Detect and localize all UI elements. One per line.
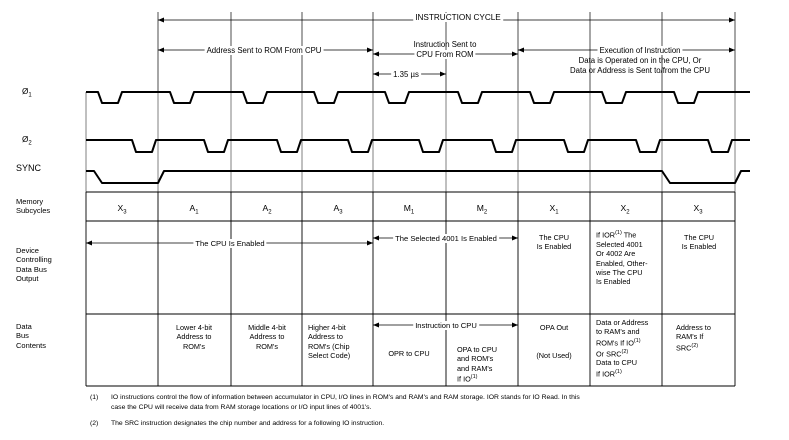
- instruction-cycle-arrow-left: [158, 18, 164, 23]
- footnote-1-text: IO instructions control the flow of information between accumulator in CPU, I/O lines in ROM's and RAM's and RAM storage. IOR stands for IO Read. In this: [111, 394, 580, 401]
- selected-4001-arrow-left: [373, 236, 379, 241]
- databus-m2-cell: OPA to CPU and ROM's and RAM's If IO$^{(1)}$: [457, 345, 498, 384]
- sync-label: SYNC: [16, 163, 42, 173]
- cpu-enabled-arrow-left: [86, 241, 92, 246]
- footnote-1-num: (1): [90, 394, 99, 401]
- execution-arrow-left: [518, 48, 524, 53]
- timing-arrow-right: [440, 72, 446, 77]
- memory-subcycles-label: Memory Subcycles: [16, 197, 51, 216]
- subcycle-a3: $A_3$: [333, 203, 343, 216]
- subcycle-x2: $X_2$: [620, 203, 630, 216]
- instruction-sent-label-1: Instruction Sent to: [413, 40, 477, 49]
- subcycle-x3-last: $X_3$: [693, 203, 703, 216]
- data-bus-contents-label: Data Bus Contents: [16, 322, 47, 350]
- address-sent-arrow-left: [158, 48, 164, 53]
- footnote-2-text: The SRC instruction designates the chip number and address for a following IO instruction.: [111, 420, 385, 427]
- phi1-label: $Ø_1$: [22, 87, 32, 99]
- instruction-to-cpu-label: Instruction to CPU: [415, 321, 477, 330]
- subcycle-m2: $M_2$: [476, 203, 488, 216]
- subcycle-m1: $M_1$: [403, 203, 415, 216]
- cpu-enabled-arrow-right: [367, 241, 373, 246]
- databus-x1-cell: OPA Out (Not Used): [536, 323, 572, 361]
- timing-label: 1.35 µs: [393, 70, 419, 79]
- databus-a2-cell: Middle 4-bit Address to ROM's: [248, 323, 286, 351]
- databus-x2-cell: Data or Address to RAM's and ROM's If IO$^{(1)}$ Or SRC$^{(2)}$ Data to CPU If IOR$^{(1)}$: [596, 318, 649, 379]
- timing-arrow-left: [373, 72, 379, 77]
- databus-a1-cell: Lower 4-bit Address to ROM's: [175, 323, 213, 351]
- databus-x3-cell: Address to RAM's If SRC$^{(2)}$: [676, 323, 711, 353]
- address-sent-arrow-right: [367, 48, 373, 53]
- execution-label-3: Data or Address is Sent to/from the CPU: [570, 66, 710, 75]
- phi2-label: $Ø_2$: [22, 135, 32, 147]
- footnote-1-text-cont: case the CPU will receive data from RAM storage locations or I/O input lines of 4001's.: [111, 404, 372, 411]
- device-x2-cell: If IOR$^{(1)}$ The Selected 4001 Or 4002 Are Enabled, Other- wise The CPU Is Enabled: [596, 230, 648, 287]
- databus-a3-cell: Higher 4-bit Address to ROM's (Chip Select Code): [308, 323, 351, 361]
- subcycle-x1: $X_1$: [549, 203, 559, 216]
- device-x3-cell: The CPU Is Enabled: [681, 233, 717, 252]
- phi1-waveform: [86, 92, 750, 103]
- instruction-sent-label-2: CPU From ROM: [416, 50, 474, 59]
- execution-label-1: Execution of Instruction: [599, 46, 681, 55]
- instruction-cycle-arrow-right: [729, 18, 735, 23]
- execution-arrow-right: [729, 48, 735, 53]
- selected-4001-label: The Selected 4001 Is Enabled: [395, 234, 497, 243]
- instruction-sent-arrow-left: [373, 52, 379, 57]
- instruction-to-cpu-arrow-left: [373, 323, 379, 328]
- instruction-cycle-label: INSTRUCTION CYCLE: [415, 13, 501, 22]
- databus-m1-cell: OPR to CPU: [388, 349, 430, 358]
- cpu-enabled-label: The CPU Is Enabled: [195, 239, 265, 248]
- sync-waveform: [86, 171, 750, 183]
- subcycle-x3-first: $X_3$: [117, 203, 127, 216]
- device-controlling-label: Device Controlling Data Bus Output: [16, 246, 52, 284]
- execution-label-2: Data is Operated on in the CPU, Or: [578, 56, 702, 65]
- subcycle-a1: $A_1$: [189, 203, 199, 216]
- device-x1-cell: The CPU Is Enabled: [536, 233, 572, 252]
- footnote-2-num: (2): [90, 420, 99, 427]
- address-sent-label: Address Sent to ROM From CPU: [206, 46, 322, 55]
- instruction-sent-arrow-right: [512, 52, 518, 57]
- subcycle-a2: $A_2$: [262, 203, 272, 216]
- phi2-waveform: [86, 140, 750, 152]
